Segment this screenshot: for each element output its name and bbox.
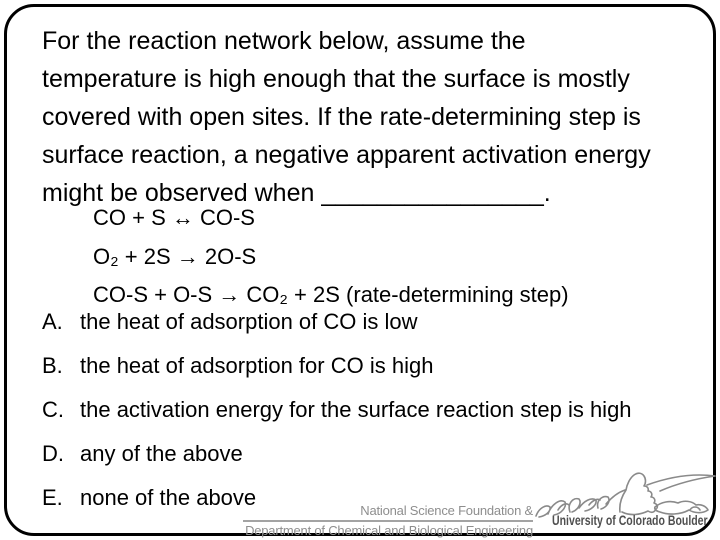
option-text: none of the above (80, 485, 257, 510)
equation-line: O₂ + 2S → 2O-S (93, 243, 257, 269)
question-line: surface reaction, a negative apparent activation energy (42, 141, 651, 169)
question-line: For the reaction network below, assume the (42, 27, 526, 55)
flatirons-mountain-icon (534, 460, 716, 520)
option-text: any of the above (80, 441, 243, 466)
option-letter: C. (42, 397, 64, 422)
department-credit-line: Department of Chemical and Biological Engineering (245, 523, 533, 538)
option-c (42, 397, 632, 423)
equation-line: CO + S ↔ CO-S (93, 205, 255, 230)
option-letter: A. (42, 309, 63, 334)
footer-credits (243, 503, 533, 538)
equation-line: CO-S + O-S → CO₂ + 2S (rate-determining step) (93, 282, 569, 307)
mountain-main-peak (620, 473, 658, 512)
question-line: covered with open sites. If the rate-determining step is (42, 103, 641, 131)
mountain-right-ridge (647, 475, 715, 491)
option-text: the heat of adsorption for CO is high (80, 353, 434, 378)
option-a (42, 309, 632, 335)
option-b (42, 353, 632, 379)
university-wordmark: University of Colorado Boulder (552, 513, 708, 528)
reaction-network (93, 199, 569, 315)
option-letter: E. (42, 485, 63, 510)
option-text: the activation energy for the surface reaction step is high (80, 397, 632, 422)
question-line: might be observed when ________________. (42, 179, 551, 207)
question-text (42, 22, 651, 212)
question-line: temperature is high enough that the surface is mostly (42, 65, 630, 93)
option-text: the heat of adsorption of CO is low (80, 309, 418, 334)
option-letter: B. (42, 353, 63, 378)
nsf-credit-line: National Science Foundation & (243, 503, 533, 522)
option-letter: D. (42, 441, 64, 466)
